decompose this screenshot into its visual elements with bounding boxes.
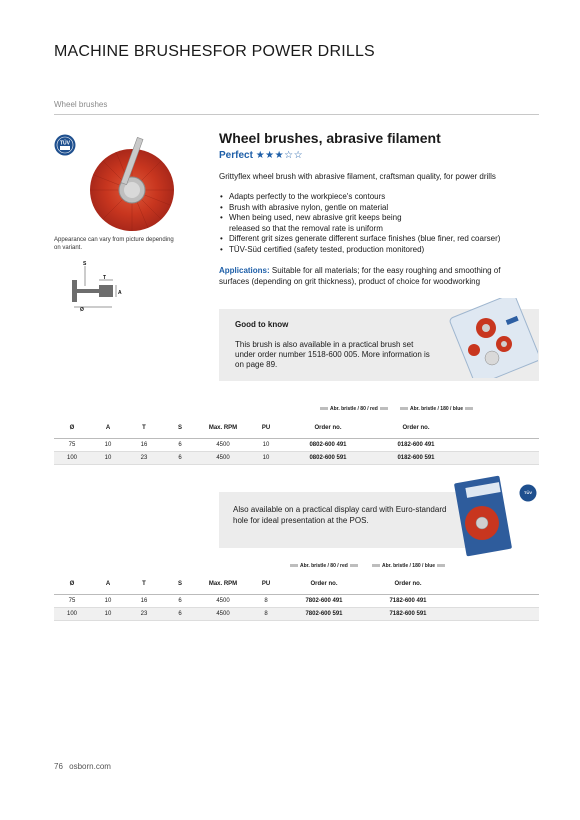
col-max-rpm: Max. RPM xyxy=(198,574,248,595)
tuv-badge-small-icon xyxy=(519,484,537,502)
star-filled-icon: ★ xyxy=(255,150,266,161)
dimension-diagram xyxy=(54,258,134,312)
page-number: 76 xyxy=(54,762,63,771)
col-max-rpm: Max. RPM xyxy=(198,418,248,439)
table-header-row xyxy=(54,574,539,595)
diagram-label-a: A xyxy=(118,290,122,296)
order-number: 7182-600 491 xyxy=(364,595,452,608)
col-a: A xyxy=(90,574,126,595)
col-order-red: Order no. xyxy=(284,418,372,439)
diagram-label-diameter: Ø xyxy=(80,307,84,312)
star-empty-icon: ☆ xyxy=(284,150,294,161)
rating-stars xyxy=(256,150,303,161)
col-t: T xyxy=(126,574,162,595)
star-filled-icon: ★ xyxy=(265,150,275,161)
applications-label: Applications: xyxy=(219,266,270,275)
group-head-blue: Abr. bristle / 180 / blue xyxy=(370,563,447,569)
section-divider xyxy=(54,114,539,115)
col-diameter: Ø xyxy=(54,418,90,439)
col-order-blue: Order no. xyxy=(364,574,452,595)
col-pu: PU xyxy=(248,418,284,439)
brush-set-image xyxy=(448,298,538,378)
col-pu: PU xyxy=(248,574,284,595)
table-row: 100 10 23 6 4500 8 7802-600 591 7182-600 591 xyxy=(54,608,539,621)
footer xyxy=(54,762,115,771)
spec-table-1 xyxy=(54,418,539,465)
col-a: A xyxy=(90,418,126,439)
order-number: 0182-600 591 xyxy=(372,452,460,465)
order-number: 7182-600 591 xyxy=(364,608,452,621)
display-card-image xyxy=(452,475,516,557)
group-head-blue: Abr. bristle / 180 / blue xyxy=(398,406,475,412)
page-title: MACHINE BRUSHESFOR POWER DRILLS xyxy=(54,43,375,60)
diagram-label-t: T xyxy=(103,275,107,281)
feature-item: • Adapts perfectly to the workpiece's contours xyxy=(229,192,529,203)
col-order-red: Order no. xyxy=(284,574,364,595)
table2-group-heads xyxy=(0,563,580,573)
section-label: Wheel brushes xyxy=(54,100,108,109)
product-title: Wheel brushes, abrasive filament xyxy=(219,130,441,146)
image-caption: Appearance can vary from picture depending on variant. xyxy=(54,237,174,251)
rating-label: Perfect xyxy=(219,150,253,161)
applications xyxy=(219,265,519,287)
star-filled-icon: ★ xyxy=(274,150,285,161)
order-number: 0182-600 491 xyxy=(372,439,460,452)
col-s: S xyxy=(162,418,198,439)
col-t: T xyxy=(126,418,162,439)
feature-item: • When being used, new abrasive grit keeps being released so that the removal rate is uniform xyxy=(229,213,419,234)
col-spacer xyxy=(452,574,539,595)
product-description: Grittyflex wheel brush with abrasive filament, craftsman quality, for power drills xyxy=(219,172,496,181)
col-diameter: Ø xyxy=(54,574,90,595)
col-order-blue: Order no. xyxy=(372,418,460,439)
table1-group-heads xyxy=(0,406,580,416)
order-number: 7802-600 491 xyxy=(284,595,364,608)
table-row: 100 10 23 6 4500 10 0802-600 591 0182-600 591 xyxy=(54,452,539,465)
table-row: 75 10 16 6 4500 10 0802-600 491 0182-600 491 xyxy=(54,439,539,452)
feature-item: • TÜV-Süd certified (safety tested, production monitored) xyxy=(229,245,529,256)
wheel-brush-image xyxy=(76,135,196,235)
table-row: 75 10 16 6 4500 8 7802-600 491 7182-600 491 xyxy=(54,595,539,608)
tuv-badge-icon xyxy=(54,134,76,156)
rating xyxy=(219,150,303,161)
order-number: 0802-600 591 xyxy=(284,452,372,465)
good-to-know-text: This brush is also available in a practical brush set under order number 1518-600 005. More information is on page 89. xyxy=(235,340,430,369)
star-empty-icon: ☆ xyxy=(293,150,304,161)
spec-table-2 xyxy=(54,574,539,621)
svg-text:TÜV: TÜV xyxy=(524,490,532,495)
diagram-label-s: S xyxy=(83,261,87,267)
feature-item: • Brush with abrasive nylon, gentle on material xyxy=(229,203,529,214)
display-card-text: Also available on a practical display card with Euro-standard hole for ideal presentation at the POS. xyxy=(233,505,447,525)
svg-text:TÜV: TÜV xyxy=(60,140,70,147)
order-number: 7802-600 591 xyxy=(284,608,364,621)
feature-list xyxy=(219,192,529,255)
footer-site: osborn.com xyxy=(69,762,111,771)
group-head-red: Abr. bristle / 80 / red xyxy=(318,406,390,412)
feature-item: • Different grit sizes generate different surface finishes (blue finer, red coarser) xyxy=(229,234,529,245)
col-spacer xyxy=(460,418,539,439)
applications-text: Suitable for all materials; for the easy roughing and smoothing of surfaces (depending on grit thickness), product of choice for woodworking xyxy=(219,266,501,286)
col-s: S xyxy=(162,574,198,595)
group-head-red: Abr. bristle / 80 / red xyxy=(288,563,360,569)
order-number: 0802-600 491 xyxy=(284,439,372,452)
table-header-row xyxy=(54,418,539,439)
good-to-know-title: Good to know xyxy=(235,320,289,329)
